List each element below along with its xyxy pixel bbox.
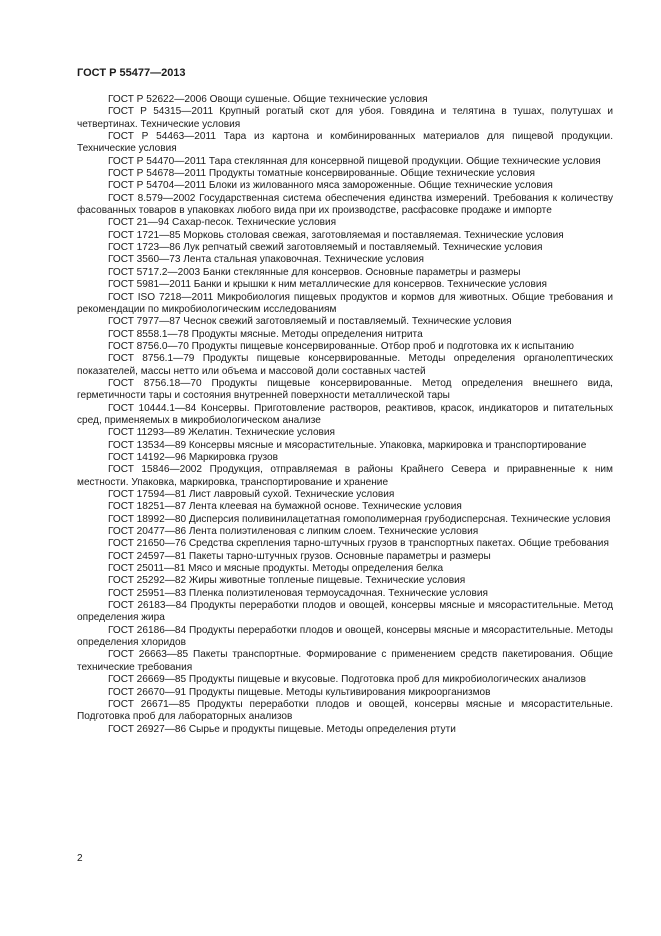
reference-item: ГОСТ 21—94 Сахар-песок. Технические условия [108,217,337,229]
reference-item: ГОСТ 1721—85 Морковь столовая свежая, заготовляемая и поставляемая. Технические условия [108,229,564,241]
reference-item: ГОСТ 1723—86 Лук репчатый свежий заготовляемый и поставляемый. Технические условия [108,242,543,254]
reference-item: ГОСТ 5981—2011 Банки и крышки к ним металлические для консервов. Технические условия [108,279,547,291]
reference-item: ГОСТ 25292—82 Жиры животные топленые пищевые. Технические условия [108,575,466,587]
reference-item: ГОСТ Р 54704—2011 Блоки из жилованного мяса замороженные. Общие технические условия [108,180,553,192]
reference-item: ГОСТ 15846—2002 Продукция, отправляемая в районы Крайнего Севера и приравненные к ним местности. Упаковка, маркировка, транспортирование и хранение [77,464,613,488]
reference-item: ГОСТ 24597—81 Пакеты тарно-штучных грузов. Основные параметры и размеры [108,550,491,562]
reference-item: ГОСТ Р 54470—2011 Тара стеклянная для консервной пищевой продукции. Общие технические условия [108,155,601,167]
reference-item: ГОСТ ISO 7218—2011 Микробиология пищевых продуктов и кормов для животных. Общие требования и рекомендации по микробиологическим исследованиям [77,291,614,315]
reference-item: ГОСТ 14192—96 Маркировка грузов [108,451,279,463]
reference-item: ГОСТ 26670—91 Продукты пищевые. Методы культивирования микроорганизмов [108,686,491,698]
reference-item: ГОСТ 26927—86 Сырье и продукты пищевые. Методы определения ртути [108,723,456,735]
reference-item: ГОСТ 11293—89 Желатин. Технические условия [108,427,336,439]
reference-item: ГОСТ 8558.1—78 Продукты мясные. Методы определения нитрита [108,328,423,340]
reference-item: ГОСТ Р 54315—2011 Крупный рогатый скот для убоя. Говядина и телятина в тушах, полутушах и четвертинах. Технические условия [77,106,613,130]
reference-item: ГОСТ 25951—83 Пленка полиэтиленовая термоусадочная. Технические условия [108,587,488,599]
reference-item: ГОСТ 8.579—2002 Государственная система обеспечения единства измерений. Требования к количеству фасованных товаров в упаковках любого вида при их производстве, расфасовке продаже и импорте [77,192,613,217]
reference-item: ГОСТ Р 54678—2011 Продукты томатные консервированные. Общие технические условия [108,168,535,180]
reference-item: ГОСТ 8756.1—79 Продукты пищевые консервированные. Методы определения органолептических показателей, массы нетто или объема и массовой доли составных частей [77,353,613,377]
reference-item: ГОСТ 21650—76 Средства скрепления тарно-штучных грузов в транспортных пакетах. Общие требования [108,538,609,550]
references-list [77,94,613,736]
document-header: ГОСТ Р 55477—2013 [77,67,186,79]
reference-item: ГОСТ Р 52622—2006 Овощи сушеные. Общие технические условия [108,94,428,105]
reference-item: ГОСТ 13534—89 Консервы мясные и мясорастительные. Упаковка, маркировка и транспортирование [108,439,587,451]
reference-item: ГОСТ 18992—80 Дисперсия поливинилацетатная гомополимерная грубодисперсная. Технические условия [108,513,611,525]
reference-item: ГОСТ 8756.0—70 Продукты пищевые консервированные. Отбор проб и подготовка их к испытанию [108,340,574,352]
reference-item: ГОСТ 26671—85 Продукты переработки плодов и овощей, консервы мясные и мясорастительные. Подготовка проб для лабораторных анализов [77,698,613,723]
reference-item: ГОСТ 26186—84 Продукты переработки плодов и овощей, консервы мясные и мясорастительные. Методы определения хлоридов [77,624,613,649]
reference-item: ГОСТ 26663—85 Пакеты транспортные. Формирование с применением средств пакетирования. Общие технические требования [77,649,613,673]
reference-item: ГОСТ 3560—73 Лента стальная упаковочная. Технические условия [108,254,424,266]
reference-item: ГОСТ 26183—84 Продукты переработки плодов и овощей, консервы мясные и мясорастительные. Метод определения жира [77,600,613,624]
reference-item: ГОСТ 7977—87 Чеснок свежий заготовляемый и поставляемый. Технические условия [108,316,512,328]
reference-item: ГОСТ 8756.18—70 Продукты пищевые консервированные. Метод определения внешнего вида, герметичности тары и состояния внутренней поверхности металлической тары [77,377,613,402]
reference-item: ГОСТ 18251—87 Лента клеевая на бумажной основе. Технические условия [108,501,462,513]
page-number: 2 [77,853,83,864]
reference-item: ГОСТ 26669—85 Продукты пищевые и вкусовые. Подготовка проб для микробиологических анализов [108,674,586,686]
reference-item: ГОСТ Р 54463—2011 Тара из картона и комбинированных материалов для пищевой продукции. Технические условия [77,131,613,155]
reference-item: ГОСТ 25011—81 Мясо и мясные продукты. Методы определения белка [108,563,444,575]
reference-item: ГОСТ 20477—86 Лента полиэтиленовая с липким слоем. Технические условия [108,526,479,538]
reference-item: ГОСТ 17594—81 Лист лавровый сухой. Технические условия [108,489,395,500]
reference-item: ГОСТ 5717.2—2003 Банки стеклянные для консервов. Основные параметры и размеры [108,266,521,278]
reference-item: ГОСТ 10444.1—84 Консервы. Приготовление растворов, реактивов, красок, индикаторов и питательных сред, применяемых в микробиологическом анализе [77,402,613,426]
